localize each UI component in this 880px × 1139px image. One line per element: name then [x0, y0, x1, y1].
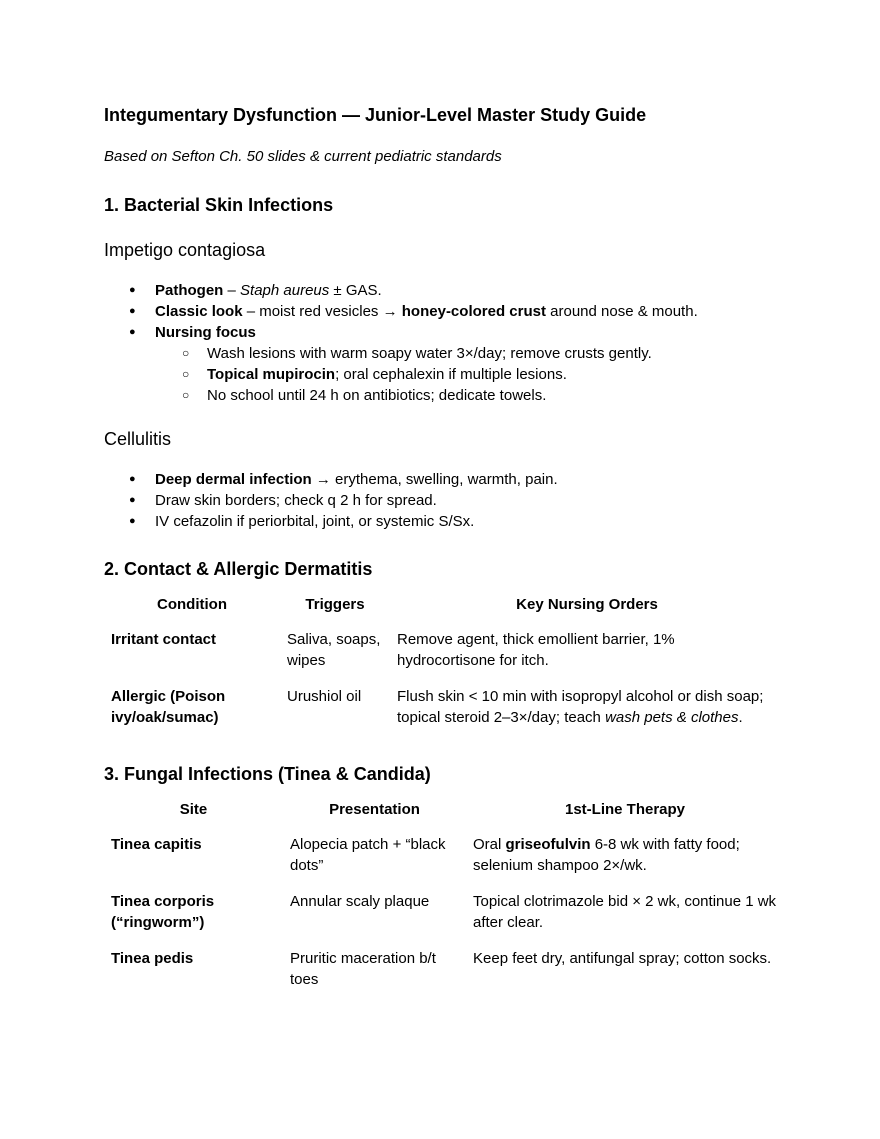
therapy-drug: griseofulvin: [505, 836, 591, 853]
column-header-condition: Condition: [157, 596, 227, 613]
pathogen-label: Pathogen: [155, 282, 224, 299]
dermatitis-table: [104, 594, 784, 743]
triggers-cell: Saliva, soaps, wipes: [287, 631, 381, 669]
list-item: [104, 280, 784, 301]
table-row: [104, 686, 784, 743]
column-header-therapy: 1st-Line Therapy: [564, 801, 686, 818]
classic-text-2: around nose & mouth.: [545, 303, 698, 320]
pathogen-rest: ± GAS.: [329, 282, 382, 299]
classic-label: Classic look: [155, 303, 243, 320]
orders-end: .: [738, 709, 743, 726]
therapy-cell: Topical clotrimazole bid × 2 wk, continue 1 wk after clear.: [473, 893, 777, 931]
therapy-text: Oral: [473, 836, 506, 853]
orders-text: Flush skin < 10 min with isopropyl alcohol or dish soap; topical steroid 2–3×/day; teach: [397, 688, 764, 726]
sub-list-item: [155, 364, 784, 385]
therapy-rest: 6-8 wk with fatty food; selenium shampoo 2×/wk.: [473, 836, 740, 874]
section-3-heading: 3. Fungal Infections (Tinea & Candida): [104, 764, 431, 784]
column-header-site: Site: [179, 801, 208, 818]
orders-cell: [390, 686, 784, 743]
pathogen-name: Staph aureus: [240, 282, 330, 299]
document-subtitle: Based on Sefton Ch. 50 slides & current pediatric standards: [104, 148, 502, 165]
site-cell: Tinea pedis: [111, 950, 194, 967]
nursing-focus-sublist: [155, 343, 784, 406]
deep-dermal-label: Deep dermal infection: [155, 471, 312, 488]
pathogen-sep: –: [223, 282, 241, 299]
table-row: [104, 948, 784, 1005]
deep-dermal-rest: → erythema, swelling, warmth, pain.: [311, 471, 558, 488]
document-title: Integumentary Dysfunction — Junior-Level Master Study Guide: [104, 105, 647, 125]
list-item: [104, 469, 784, 490]
presentation-cell: Pruritic maceration b/t toes: [290, 950, 436, 988]
section-1-heading: 1. Bacterial Skin Infections: [104, 195, 334, 215]
cellulitis-heading: Cellulitis: [104, 429, 172, 449]
mupirocin-label: Topical mupirocin: [207, 366, 336, 383]
nursing-focus-label: Nursing focus: [155, 324, 256, 341]
column-header-orders: Key Nursing Orders: [516, 596, 658, 613]
table-header-row: [104, 799, 784, 834]
site-cell: Tinea corporis (“ringworm”): [111, 893, 215, 931]
presentation-cell: Alopecia patch + “black dots”: [290, 836, 446, 874]
column-header-triggers: Triggers: [305, 596, 365, 613]
classic-bold: honey-colored crust: [401, 303, 546, 320]
sub-list-item: ○ No school until 24 h on antibiotics; dedicate towels.: [155, 385, 784, 406]
therapy-cell: [466, 834, 784, 891]
orders-italic: wash pets & clothes: [605, 709, 739, 726]
mupirocin-rest: ; oral cephalexin if multiple lesions.: [335, 366, 567, 383]
triggers-cell: Urushiol oil: [287, 688, 362, 705]
list-item: ● IV cefazolin if periorbital, joint, or systemic S/Sx.: [104, 511, 784, 532]
sub-list-item: ○ Wash lesions with warm soapy water 3×/day; remove crusts gently.: [155, 343, 784, 364]
presentation-cell: Annular scaly plaque: [290, 893, 430, 910]
cellulitis-list: [104, 469, 784, 532]
document-page: [104, 104, 784, 1005]
fungal-table: [104, 799, 784, 1005]
site-cell: Tinea capitis: [111, 836, 202, 853]
list-item: [104, 322, 784, 406]
impetigo-list: [104, 280, 784, 406]
table-header-row: [104, 594, 784, 629]
table-row: [104, 834, 784, 891]
therapy-cell: Keep feet dry, antifungal spray; cotton socks.: [473, 950, 772, 967]
list-item: ● Draw skin borders; check q 2 h for spread.: [104, 490, 784, 511]
classic-text-1: – moist red vesicles →: [242, 303, 402, 320]
column-header-presentation: Presentation: [329, 801, 420, 818]
orders-cell: Remove agent, thick emollient barrier, 1% hydrocortisone for itch.: [397, 631, 675, 669]
section-2-heading: 2. Contact & Allergic Dermatitis: [104, 559, 373, 579]
condition-cell: Irritant contact: [111, 631, 217, 648]
list-item: [104, 301, 784, 322]
impetigo-heading: Impetigo contagiosa: [104, 240, 266, 260]
table-row: [104, 629, 784, 686]
table-row: [104, 891, 784, 948]
condition-cell: Allergic (Poison ivy/oak/sumac): [111, 688, 226, 726]
